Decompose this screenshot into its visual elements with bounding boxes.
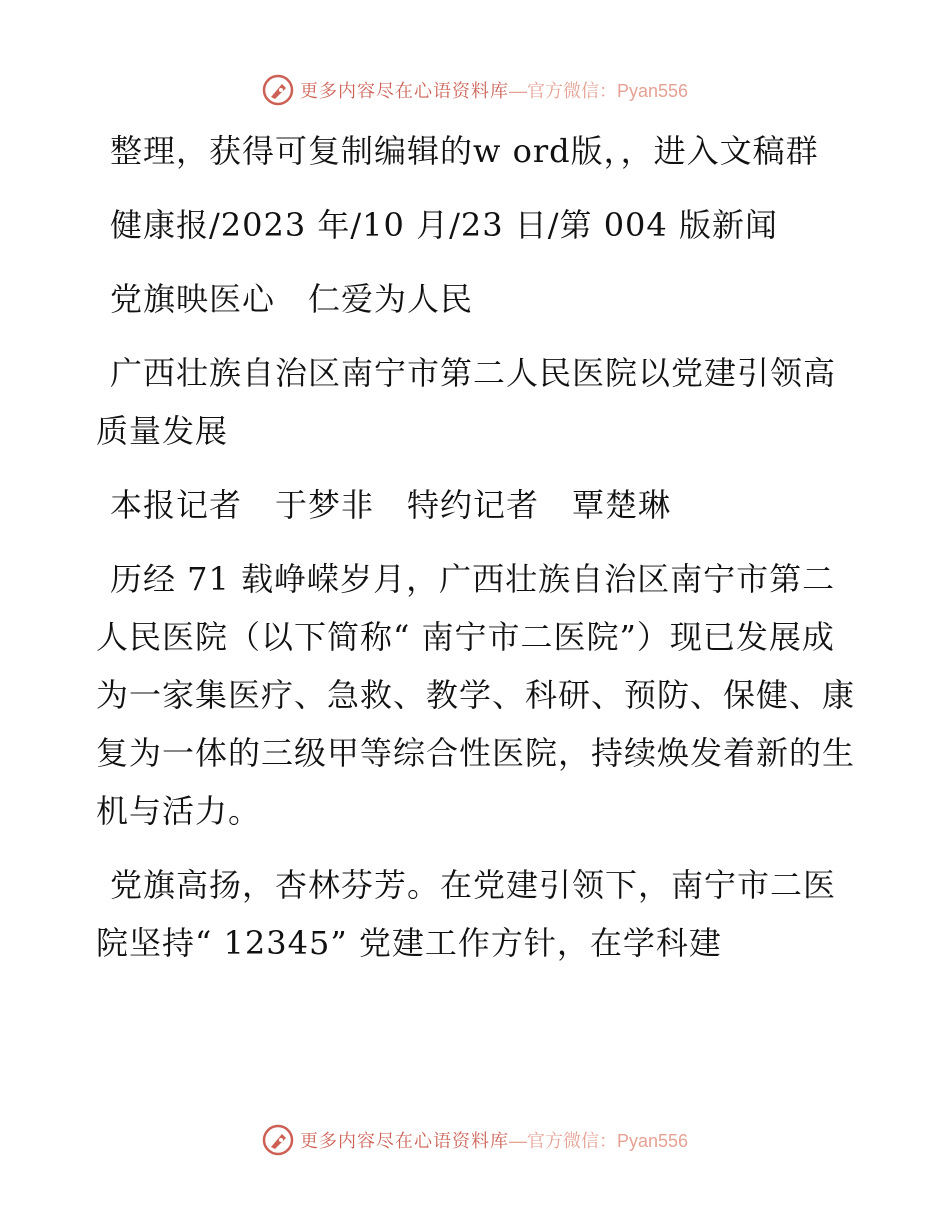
- article-subtitle: 广西壮族自治区南宁市第二人民医院以党建引领高质量发展: [96, 354, 837, 450]
- paragraph-body-1: 历经 71 载峥嵘岁月，广西壮族自治区南宁市第二人民医院（以下简称“ 南宁市二医院”）现已发展成为一家集医疗、急救、教学、科研、预防、保健、康复为一体的三级甲等综合性医院，持续焕发着新的生机与活力。: [96, 560, 856, 830]
- watermark-wechat: —官方微信：Pyan556: [508, 1131, 689, 1151]
- paragraph-body-2: 党旗高扬，杏林芬芳。在党建引领下，南宁市二医院坚持“ 12345” 党建工作方针，在学科建: [96, 866, 837, 962]
- header-watermark: [0, 72, 950, 108]
- watermark-text: 更多内容尽在心语资料库: [299, 81, 509, 102]
- document-body: [96, 122, 856, 988]
- paragraph-intro: 整理，获得可复制编辑的w ord版，，进入文稿群: [110, 132, 819, 170]
- paragraph-source: 健康报/2023 年/10 月/23 日/第 004 版新闻: [110, 206, 778, 244]
- article-title: 党旗映医心 仁爱为人民: [110, 280, 474, 318]
- pen-nib-icon: [262, 1124, 294, 1156]
- watermark-text: 更多内容尽在心语资料库: [299, 1131, 509, 1152]
- pen-nib-icon: [262, 74, 294, 106]
- footer-watermark: [0, 1122, 950, 1158]
- watermark-wechat: —官方微信：Pyan556: [508, 81, 689, 101]
- article-byline: 本报记者 于梦非 特约记者 覃楚琳: [110, 486, 672, 524]
